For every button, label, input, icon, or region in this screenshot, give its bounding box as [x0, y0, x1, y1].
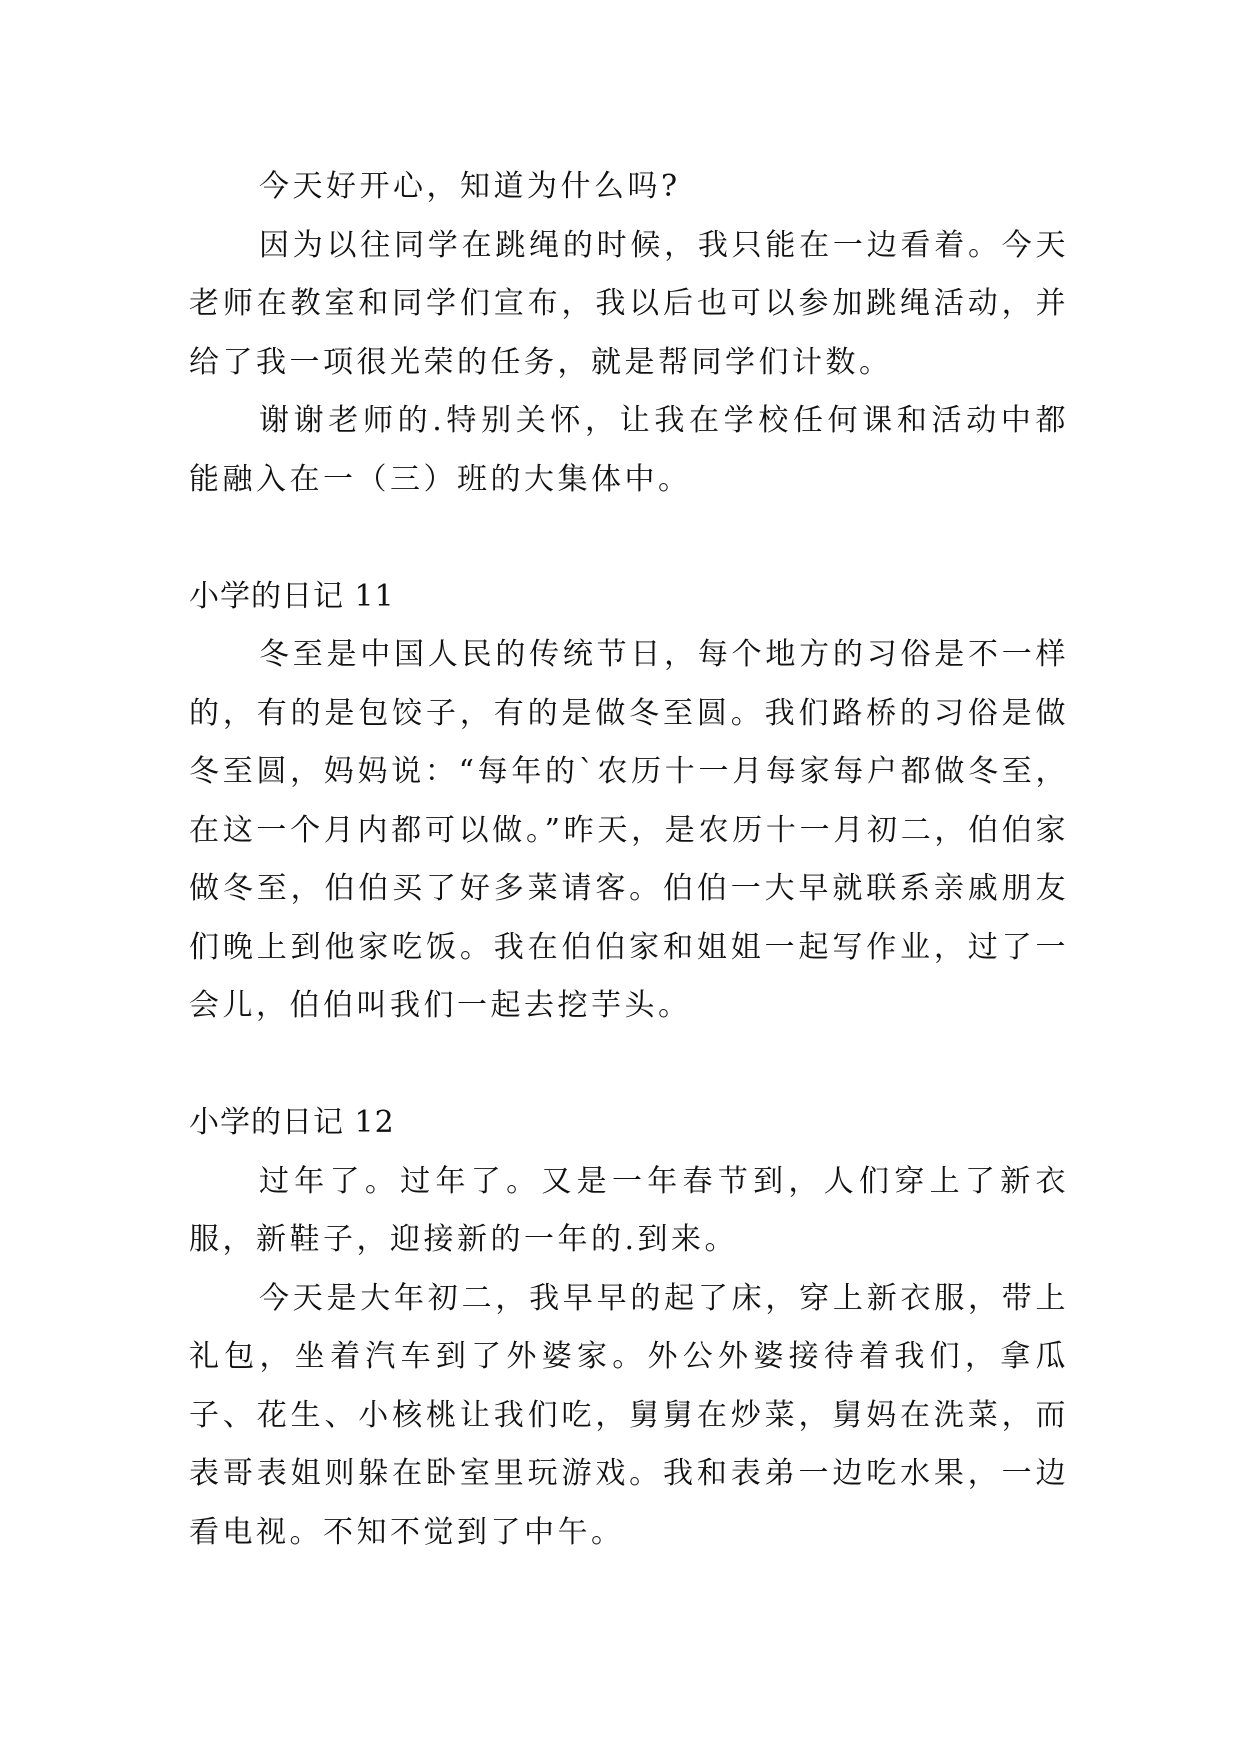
diary-12-title: 小学的日记 12: [189, 1105, 395, 1140]
paragraph: 今天是大年初二，我早早的起了床，穿上新衣服，带上礼包，坐着汽车到了外婆家。外公外婆接待着我们，拿瓜子、花生、小核桃让我们吃，舅舅在炒菜，舅妈在洗菜，而表哥表姐则躲在卧室里玩游戏。我和表弟一边吃水果，一边看电视。不知不觉到了中午。: [189, 1280, 1069, 1550]
diary-11-title: 小学的日记 11: [189, 578, 395, 614]
paragraph: 过年了。过年了。又是一年春节到，人们穿上了新衣服，新鞋子，迎接新的一年的.到来。: [189, 1163, 1069, 1257]
paragraph: 冬至是中国人民的传统节日，每个地方的习俗是不一样的，有的是包饺子，有的是做冬至圆。我们路桥的习俗是做冬至圆，妈妈说：“每年的`农历十一月每家每户都做冬至，在这一个月内都可以做。”昨天，是农历十一月初二，伯伯家做冬至，伯伯买了好多菜请客。伯伯一大早就联系亲戚朋友们晚上到他家吃饭。我在伯伯家和姐姐一起写作业，过了一会儿，伯伯叫我们一起去挖芋头。: [189, 637, 1069, 1023]
section-spacer: [189, 509, 1069, 568]
section-spacer: [189, 1036, 1069, 1095]
diary-12-section: [189, 1094, 1069, 1562]
document-body: [189, 158, 1069, 1562]
intro-section: [189, 158, 1069, 509]
paragraph: 今天好开心，知道为什么吗?: [259, 169, 681, 204]
paragraph: 谢谢老师的.特别关怀，让我在学校任何课和活动中都能融入在一（三）班的大集体中。: [189, 403, 1069, 497]
paragraph: 因为以往同学在跳绳的时候，我只能在一边看着。今天老师在教室和同学们宣布，我以后也可以参加跳绳活动，并给了我一项很光荣的任务，就是帮同学们计数。: [189, 227, 1069, 380]
diary-11-section: [189, 568, 1069, 1036]
